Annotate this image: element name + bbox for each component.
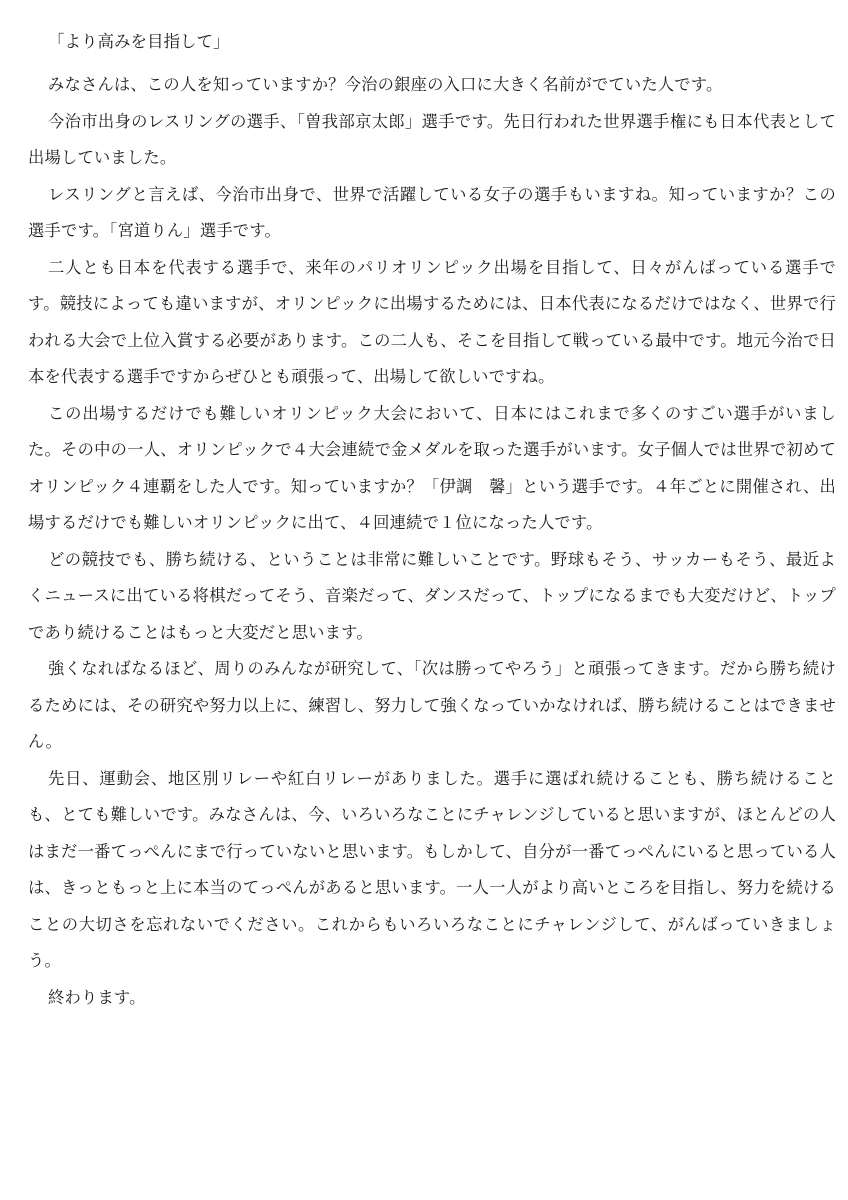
paragraph: この出場するだけでも難しいオリンピック大会において、日本にはこれまで多くのすごい選手がいました。その中の一人、オリンピックで４大会連続で金メダルを取った選手がいます。女子個人では世界で初めてオリンピック４連覇をした人です。知っていますか？「伊調 馨」という選手です。４年ごとに開催され、出場するだけでも難しいオリンピックに出て、４回連続で１位になった人です。: [28, 403, 836, 532]
paragraph: 強くなればなるほど、周りのみんなが研究して、「次は勝ってやろう」と頑張ってきます。だから勝ち続けるためには、その研究や努力以上に、練習し、努力して強くなっていかなければ、勝ち続けることはできません。: [28, 659, 836, 751]
paragraph: 今治市出身のレスリングの選手、「曽我部京太郎」選手です。先日行われた世界選手権にも日本代表として出場していました。: [28, 111, 836, 167]
document-body: [28, 67, 836, 1016]
paragraph: 二人とも日本を代表する選手で、来年のパリオリンピック出場を目指して、日々がんばっている選手です。競技によっても違いますが、オリンピックに出場するためには、日本代表になるだけではなく、世界で行われる大会で上位入賞する必要があります。この二人も、そこを目指して戦っている最中です。地元今治で日本を代表する選手ですからぜひとも頑張って、出場して欲しいですね。: [28, 257, 836, 386]
paragraph: レスリングと言えば、今治市出身で、世界で活躍している女子の選手もいますね。知っていますか？この選手です。「宮道りん」選手です。: [28, 184, 836, 240]
paragraph: 先日、運動会、地区別リレーや紅白リレーがありました。選手に選ばれ続けることも、勝ち続けることも、とても難しいです。みなさんは、今、いろいろなことにチャレンジしていると思いますが、ほとんどの人はまだ一番てっぺんにまで行っていないと思います。もしかして、自分が一番てっぺんにいると思っている人は、きっともっと上に本当のてっぺんがあると思います。一人一人がより高いところを目指し、努力を続けることの大切さを忘れないでください。これからもいろいろなことにチャレンジして、がんばっていきましょう。: [28, 768, 836, 970]
paragraph: どの競技でも、勝ち続ける、ということは非常に難しいことです。野球もそう、サッカーもそう、最近よくニュースに出ている将棋だってそう、音楽だって、ダンスだって、トップになるまでも大変だけど、トップであり続けることはもっと大変だと思います。: [28, 549, 836, 642]
paragraph: みなさんは、この人を知っていますか？今治の銀座の入口に大きく名前がでていた人です。: [48, 75, 723, 94]
paragraph-closing: 終わります。: [48, 987, 146, 1007]
document-title: 「より高みを目指して」: [48, 32, 230, 51]
